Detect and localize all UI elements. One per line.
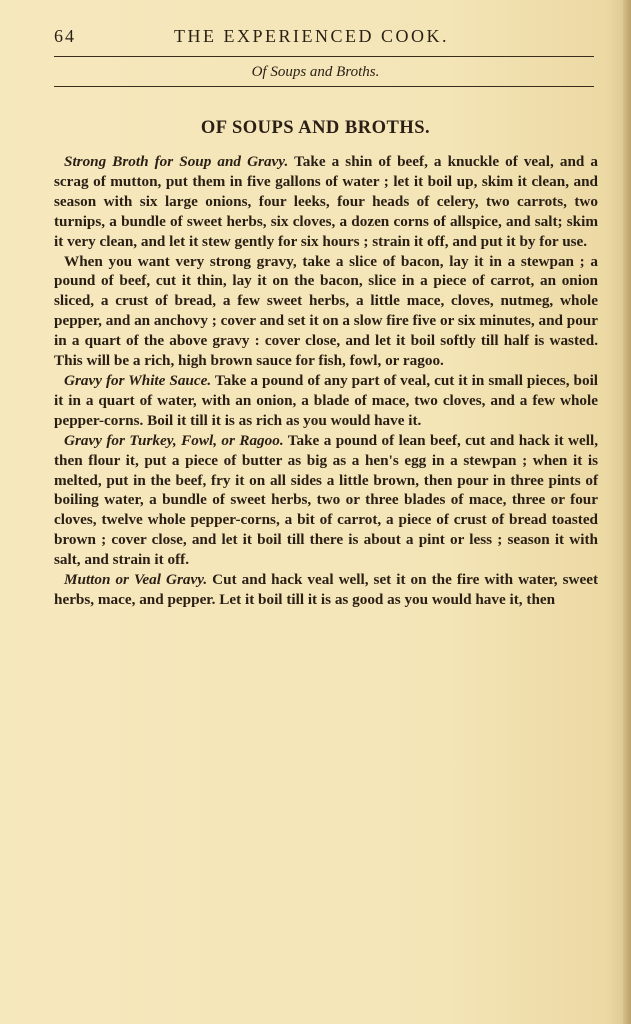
recipe-title: Mutton or Veal Gravy. — [64, 571, 208, 589]
section-subhead: Of Soups and Broths. — [251, 64, 380, 80]
recipe-title: Gravy for Turkey, Fowl, or Ragoo. — [64, 431, 284, 449]
header-rule-top — [54, 56, 594, 57]
recipe-title: Strong Broth for Soup and Gravy. — [64, 153, 289, 170]
page-number: 64 — [54, 26, 76, 46]
paragraph — [54, 570, 598, 610]
running-title: THE EXPERIENCED COOK. — [174, 26, 449, 46]
paragraph — [54, 152, 598, 252]
paragraph — [54, 252, 598, 371]
page-edge — [623, 0, 631, 1024]
paragraph — [54, 431, 598, 570]
recipe-title: Gravy for White Sauce. — [64, 371, 212, 389]
paragraph — [54, 371, 598, 431]
header-rule-bottom — [54, 86, 594, 87]
paragraph-text: Take a shin of beef, a knuckle of veal, and a scrag of mutton, put them in five gallons of water ; let it boil up, skim it clean, and season with six large onions, four leeks, four heads of celery, two carrots, two turnips, a bundle of sweet herbs, six cloves, a dozen corns of allspice, and salt; skim it very clean, and let it stew gently for six hours ; strain it off, and put it by for use. — [54, 153, 598, 250]
paragraph-text: Cut and hack veal well, set it on the fire with water, sweet herbs, mace, and pepper. Let it boil till it is as good as you would have it, then — [54, 571, 598, 608]
chapter-heading: OF SOUPS AND BROTHS. — [200, 118, 431, 138]
paragraph-text: Take a pound of any part of veal, cut it in small pieces, boil it in a quart of water, with an onion, a blade of mace, two cloves, and a few whole pepper-corns. Boil it till it is as rich as you would have it. — [54, 371, 599, 429]
paragraph-text: When you want very strong gravy, take a slice of bacon, lay it in a stewpan ; a pound of beef, cut it thin, lay it on the bacon, slice in a piece of carrot, an onion sliced, a crust of bread, a few sweet herbs, a little mace, cloves, nutmeg, whole pepper, and an anchovy ; cover and set it on a slow fire five or six minutes, and pour in a quart of the above gravy : cover close, and let it boil softly till half is wasted. This will be a rich, high brown sauce for fish, fowl, or ragoo. — [54, 252, 598, 370]
recipe-text — [54, 152, 598, 610]
paragraph-text: Take a pound of lean beef, cut and hack it well, then flour it, put a piece of butter as big as a hen's egg in a stewpan ; when it is melted, put in the beef, fry it on all sides a little brown, then pour in three pints of boiling water, a bundle of sweet herbs, two or three blades of mace, three or four cloves, twelve whole pepper-corns, a bit of carrot, a piece of crust of bread toasted brown ; cover close, and let it boil till there is about a pint or less ; season it with salt, and strain it off. — [54, 431, 598, 569]
